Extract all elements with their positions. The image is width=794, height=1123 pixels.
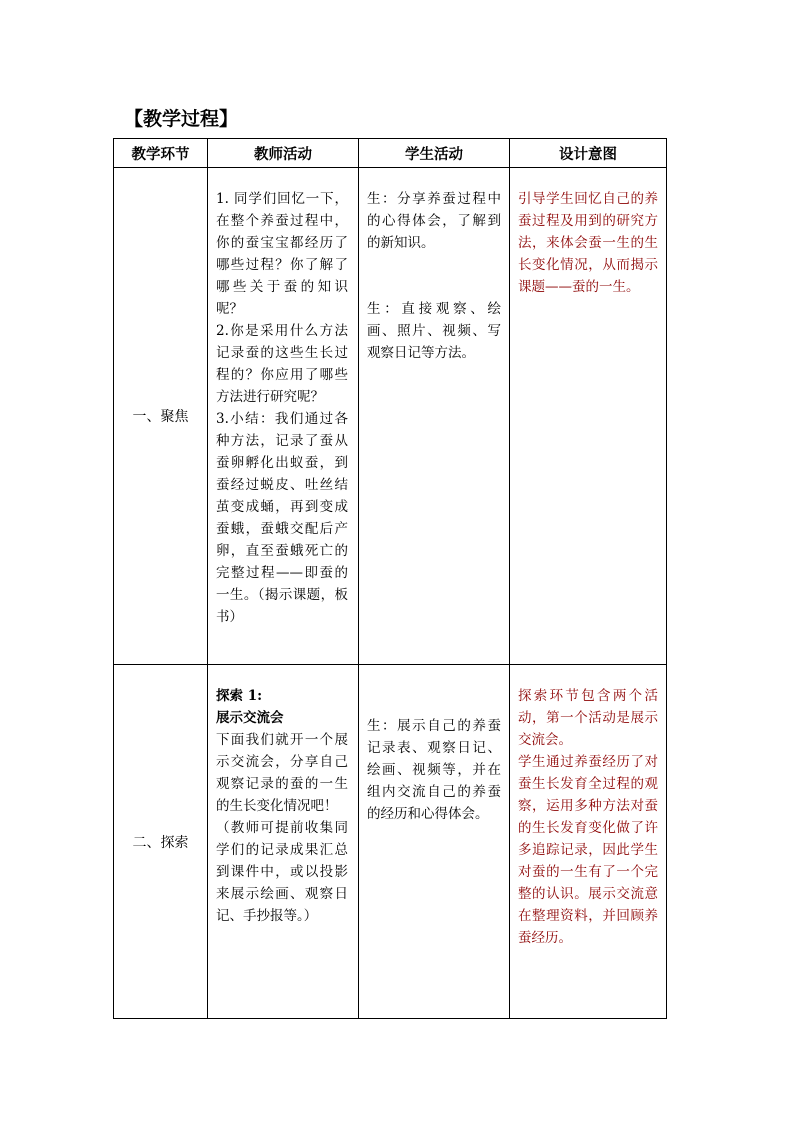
student-paragraph: 生：展示自己的养蚕记录表、观察日记、绘画、视频等，并在组内交流自己的养蚕的经历和心得体会。 bbox=[367, 718, 501, 822]
teacher-paragraph: 1. 同学们回忆一下，在整个养蚕过程中，你的蚕宝宝都经历了哪些过程？你了解了哪些关于蚕的知识呢？ bbox=[216, 191, 348, 317]
intent-paragraph: 探索环节包含两个活动，第一个活动是展示交流会。 bbox=[518, 688, 658, 748]
teacher-activity-cell bbox=[208, 168, 359, 665]
lesson-table bbox=[113, 138, 667, 1019]
student-paragraph: 生：直接观察、绘画、照片、视频、写观察日记等方法。 bbox=[367, 301, 501, 361]
student-activity-cell bbox=[359, 168, 510, 665]
teacher-paragraph: 2.你是采用什么方法记录蚕的这些生长过程的？你应用了哪些方法进行研究呢？ bbox=[216, 323, 348, 405]
stage-cell: 二、探索 bbox=[114, 665, 208, 1019]
intent-paragraph: 引导学生回忆自己的养蚕过程及用到的研究方法，来体会蚕一生的生长变化情况，从而揭示课题——蚕的一生。 bbox=[518, 191, 658, 295]
stage-cell: 一、聚焦 bbox=[114, 168, 208, 665]
teacher-heading: 探索 1: bbox=[216, 688, 263, 704]
design-intent-cell bbox=[510, 168, 667, 665]
teacher-paragraph: （教师可提前收集同学们的记录成果汇总到课件中，或以投影来展示绘画、观察日记、手抄报等。） bbox=[216, 820, 348, 924]
table-header-row bbox=[114, 139, 667, 168]
design-intent-cell bbox=[510, 665, 667, 1019]
header-student: 学生活动 bbox=[359, 139, 510, 168]
section-title: 【教学过程】 bbox=[124, 108, 239, 130]
student-paragraph: 生：分享养蚕过程中的心得体会，了解到的新知识。 bbox=[367, 191, 501, 251]
header-intent: 设计意图 bbox=[510, 139, 667, 168]
table-row bbox=[114, 168, 667, 665]
teacher-activity-cell bbox=[208, 665, 359, 1019]
student-activity-cell bbox=[359, 665, 510, 1019]
table-row bbox=[114, 665, 667, 1019]
header-stage: 教学环节 bbox=[114, 139, 208, 168]
intent-paragraph: 学生通过养蚕经历了对蚕生长发育全过程的观察，运用多种方法对蚕的生长发育变化做了许多追踪记录，因此学生对蚕的一生有了一个完整的认识。展示交流意在整理资料，并回顾养蚕经历。 bbox=[518, 754, 658, 946]
teacher-subheading: 展示交流会 bbox=[216, 710, 284, 726]
teacher-paragraph: 下面我们就开一个展示交流会，分享自己观察记录的蚕的一生的生长变化情况吧！ bbox=[216, 732, 348, 814]
header-teacher: 教师活动 bbox=[208, 139, 359, 168]
teacher-paragraph: 3.小结：我们通过各种方法，记录了蚕从蚕卵孵化出蚁蚕，到蚕经过蜕皮、吐丝结茧变成蛹，再到变成蚕蛾，蚕蛾交配后产卵，直至蚕蛾死亡的完整过程——即蚕的一生。（揭示课题，板书） bbox=[216, 411, 348, 625]
